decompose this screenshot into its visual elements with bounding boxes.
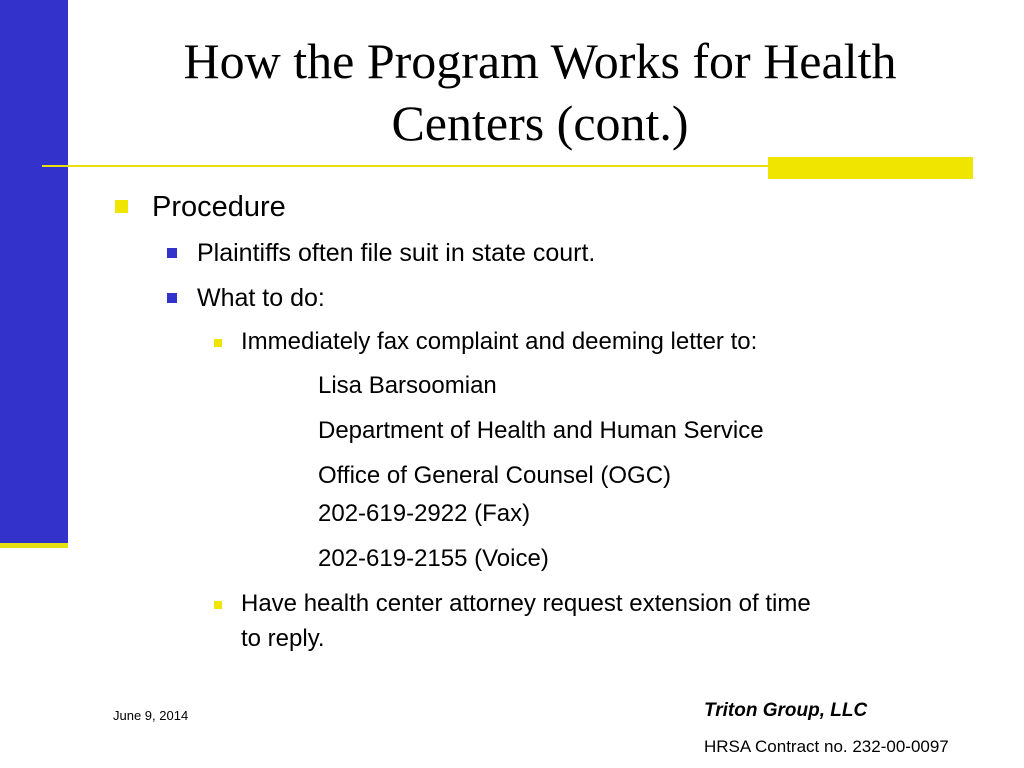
bullet-text-line-1: Have health center attorney request extension of time	[241, 590, 811, 617]
bullet-text-line-2: to reply.	[241, 625, 325, 652]
address-office: Office of General Counsel (OGC)	[318, 462, 672, 489]
square-bullet-icon	[214, 601, 222, 609]
accent-bar-underline	[0, 543, 68, 548]
address-fax: 202-619-2922 (Fax)	[318, 500, 531, 527]
address-voice: 202-619-2155 (Voice)	[318, 545, 549, 572]
bullet-text: Immediately fax complaint and deeming letter to:	[241, 328, 758, 355]
address-name: Lisa Barsoomian	[318, 372, 497, 399]
address-department: Department of Health and Human Service	[318, 417, 764, 444]
square-bullet-icon	[214, 339, 222, 347]
title-divider-block	[768, 157, 973, 179]
footer-date: June 9, 2014	[113, 708, 189, 723]
slide-title-line-1: How the Program Works for Health	[183, 33, 897, 89]
bullet-text: What to do:	[197, 284, 325, 312]
bullet-text: Plaintiffs often file suit in state court.	[197, 239, 596, 267]
footer-company: Triton Group, LLC	[704, 700, 868, 721]
square-bullet-icon	[167, 248, 177, 258]
left-accent-bar	[0, 0, 68, 543]
square-bullet-icon	[115, 200, 128, 213]
bullet-text: Procedure	[152, 191, 286, 223]
slide-title	[90, 30, 990, 154]
square-bullet-icon	[167, 293, 177, 303]
slide-title-line-2: Centers (cont.)	[391, 95, 689, 151]
footer-contract: HRSA Contract no. 232-00-0097	[704, 737, 949, 756]
